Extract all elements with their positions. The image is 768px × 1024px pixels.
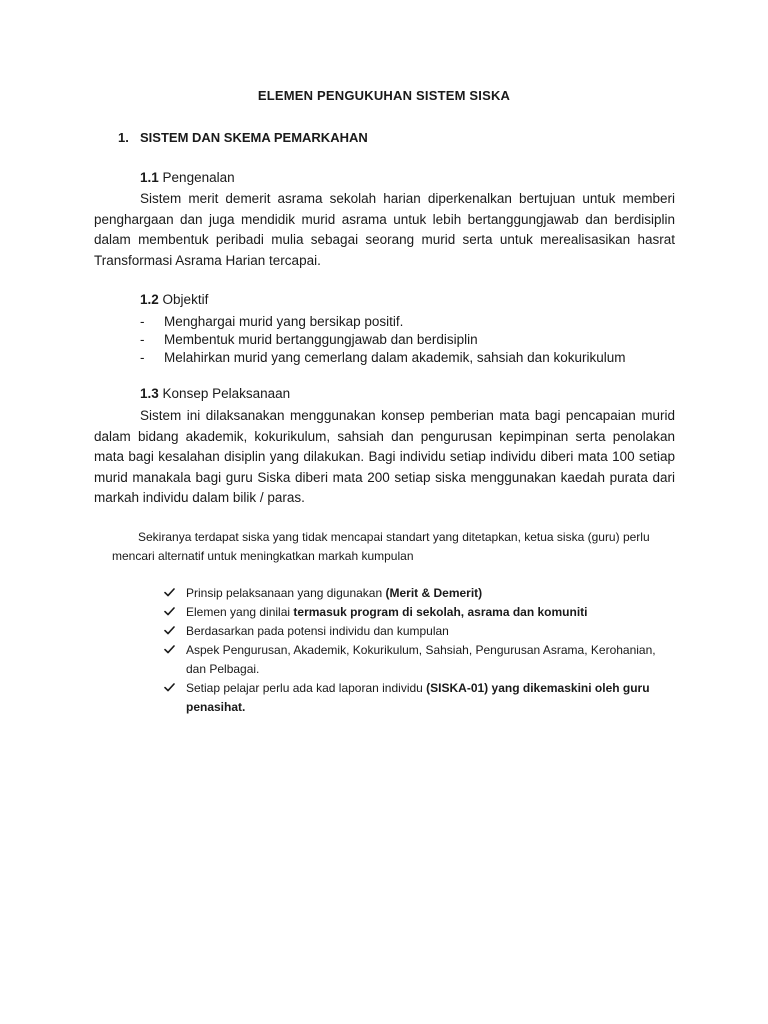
list-item: [140, 313, 625, 331]
list-item-text: Menghargai murid yang bersikap positif.: [164, 314, 404, 329]
dash-bullet: -: [140, 350, 145, 365]
checklist-item: [162, 641, 662, 679]
section-number: 1.: [118, 130, 129, 145]
note-paragraph: [112, 528, 672, 566]
checklist-text: Aspek Pengurusan, Akademik, Kokurikulum, Sahsiah, Pengurusan Asrama, Kerohanian, dan Pelbagai.: [186, 643, 656, 676]
subsection-heading-konsep: [140, 386, 290, 401]
paragraph-konsep: [94, 406, 675, 509]
paragraph-text: Sistem ini dilaksanakan menggunakan konsep pemberian mata bagi pencapaian murid dalam bidang akademik, kokurikulum, sahsiah dan pengurusan kepimpinan serta penolakan mata bagi kesalahan disiplin yang dilakukan. Bagi individu setiap individu diberi mata 100 setiap murid manakala bagi guru Siska diberi mata 200 setiap siska menggunakan kaedah purata dari markah individu dalam bilik / paras.: [94, 408, 675, 505]
dash-bullet: -: [140, 314, 145, 329]
subsection-heading-pengenalan: [140, 170, 235, 185]
subsection-number: 1.2: [140, 292, 159, 307]
document-title: ELEMEN PENGUKUHAN SISTEM SISKA: [257, 88, 511, 103]
checklist-bold-text: termasuk program di sekolah, asrama dan komuniti: [293, 605, 588, 619]
list-item: [140, 331, 625, 349]
subsection-heading-objektif: [140, 292, 208, 307]
checklist-text: Elemen yang dinilai: [186, 605, 294, 619]
paragraph-pengenalan: [94, 189, 675, 271]
checklist-bold-text: (Merit & Demerit): [385, 586, 483, 600]
checklist-item: [162, 622, 662, 641]
checklist-text: Prinsip pelaksanaan yang digunakan: [186, 586, 386, 600]
subsection-number: 1.3: [140, 386, 159, 401]
checklist-item: [162, 679, 662, 717]
checklist-text: Setiap pelajar perlu ada kad laporan individu: [186, 681, 427, 695]
check-icon: [164, 683, 175, 692]
subsection-title: Konsep Pelaksanaan: [162, 386, 291, 401]
check-icon: [164, 588, 175, 597]
paragraph-text: Sistem merit demerit asrama sekolah harian diperkenalkan bertujuan untuk memberi penghargaan dan juga mendidik murid asrama untuk lebih bertanggungjawab dan berdisiplin dalam membentuk peribadi mulia sebagai seorang murid serta untuk merealisasikan hasrat Transformasi Asrama Harian tercapai.: [94, 191, 675, 268]
subsection-title: Objektif: [162, 292, 209, 307]
list-item-text: Membentuk murid bertanggungjawab dan berdisiplin: [164, 332, 478, 347]
section-title: SISTEM DAN SKEMA PEMARKAHAN: [140, 130, 368, 145]
checklist-item: [162, 584, 662, 603]
objective-list: [140, 313, 625, 367]
checklist: [162, 584, 662, 717]
list-item-text: Melahirkan murid yang cemerlang dalam akademik, sahsiah dan kokurikulum: [164, 350, 626, 365]
checklist-text: Berdasarkan pada potensi individu dan kumpulan: [186, 624, 449, 638]
subsection-number: 1.1: [140, 170, 159, 185]
check-icon: [164, 626, 175, 635]
checklist-bold-text: (SISKA-01): [426, 681, 489, 695]
subsection-title: Pengenalan: [162, 170, 235, 185]
note-text: Sekiranya terdapat siska yang tidak mencapai standart yang ditetapkan, ketua siska (guru) perlu mencari alternatif untuk meningkatkan markah kumpulan: [112, 530, 650, 563]
check-icon: [164, 645, 175, 654]
check-icon: [164, 607, 175, 616]
list-item: [140, 349, 625, 367]
section-heading: [118, 130, 368, 145]
checklist-item: [162, 603, 662, 622]
checklist-text-tail: yang dikemaskini oleh guru penasihat.: [186, 681, 650, 714]
dash-bullet: -: [140, 332, 145, 347]
